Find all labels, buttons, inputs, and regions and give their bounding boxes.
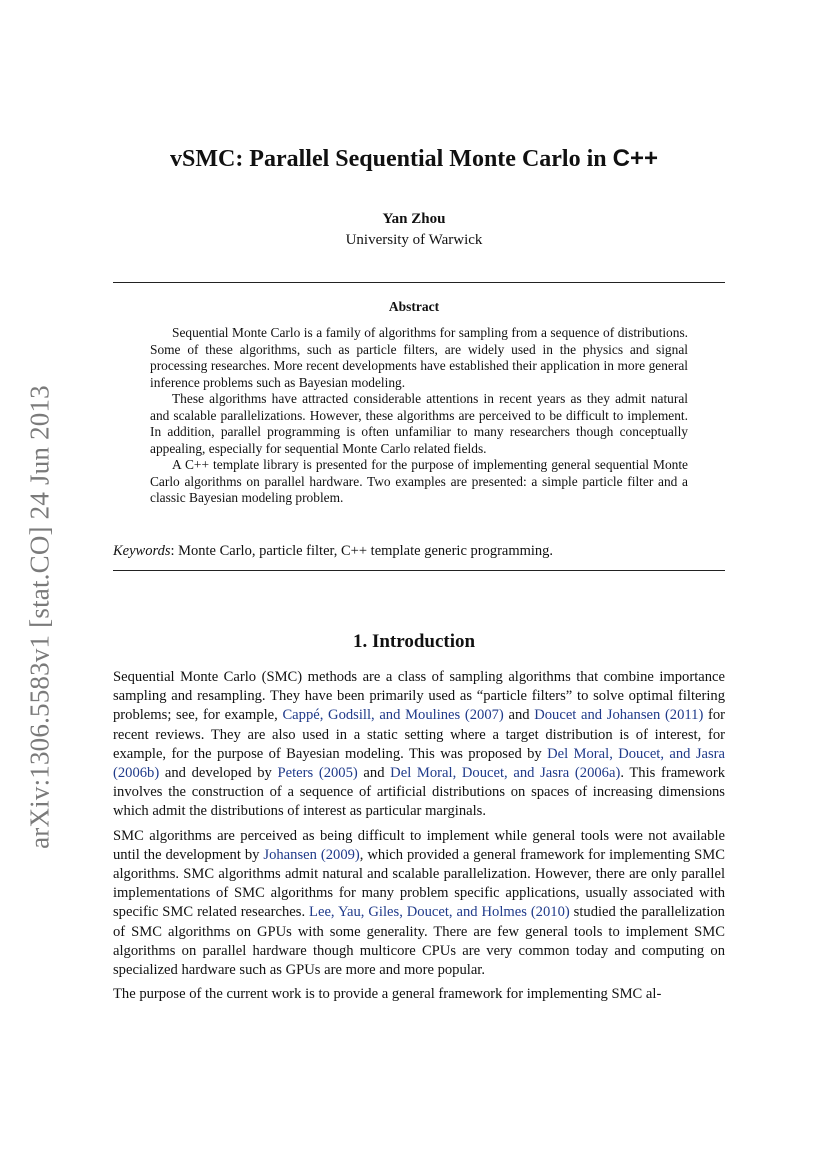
body-text: . This framework involves the construction of a sequence of artificial distributions on spaces of increasing dimensions which admit the distributions of interest as particular marginals.	[113, 765, 725, 820]
citation-link[interactable]: Del Moral, Doucet, and Jasra (2006b)	[113, 745, 725, 782]
title-text: vSMC: Parallel Sequential Monte Carlo in	[169, 146, 613, 172]
arxiv-identifier: arXiv:1306.5583v1 [stat.CO] 24 Jun 2013	[24, 385, 55, 849]
abstract-paragraph: A C++ template library is presented for the purpose of implementing general sequential Monte Carlo algorithms on parallel hardware. Two examples are presented: a simple particle filter and a classic Bayesian modeling problem.	[150, 457, 688, 505]
bottom-rule	[113, 570, 725, 571]
body-text: The purpose of the current work is to provide a general framework for implementing SMC al-	[113, 986, 662, 1003]
body-text: and	[503, 707, 535, 724]
abstract-heading: Abstract	[388, 299, 440, 314]
body-text: and developed by	[159, 765, 278, 782]
body-text: Sequential Monte Carlo (SMC) methods are a class of sampling algorithms that combine importance sampling and resampling. They have been primarily used as “particle filters” to solve optimal filtering problems; see, for example,	[113, 669, 725, 724]
section-heading-introduction: 1. Introduction	[352, 631, 476, 652]
keywords-text: : Monte Carlo, particle filter, C++ template generic programming.	[170, 543, 554, 559]
author-name: Yan Zhou	[382, 211, 446, 227]
body-text: for recent reviews. They are also used in a static setting where a target distribution is of interest, for example, for the purpose of Bayesian modeling. This was proposed by	[113, 707, 725, 762]
citation-link[interactable]: Del Moral, Doucet, and Jasra (2006a)	[390, 765, 621, 782]
body-paragraph	[113, 827, 725, 981]
keywords-label: Keywords	[113, 543, 171, 559]
title-cpp: C++	[612, 145, 658, 172]
body-text: , which provided a general framework for implementing SMC algorithms. SMC algorithms admit natural and scalable parallelization. However, there are only parallel implementations of SMC algorithms for many problem specific applications, usually associated with specific SMC related researches.	[113, 846, 725, 921]
abstract-body	[150, 325, 688, 507]
abstract-paragraph: These algorithms have attracted considerable attentions in recent years as they admit natural and scalable parallelizations. However, these algorithms are perceived to be difficult to implement. In addition, parallel programming is often unfamiliar to many researchers though conceptually appealing, especially for sequential Monte Carlo related fields.	[150, 391, 688, 456]
citation-link[interactable]: Johansen (2009)	[263, 846, 360, 863]
body-text: studied the parallelization of SMC algorithms on GPUs with some generality. There are few general tools to implement SMC algorithms on parallel hardware though multicore CPUs are very common today and computing on specialized hardware such as GPUs are more and more popular.	[113, 904, 725, 979]
paper-title	[0, 145, 828, 173]
citation-link[interactable]: Peters (2005)	[277, 765, 358, 782]
citation-link[interactable]: Doucet and Johansen (2011)	[534, 707, 704, 724]
body-paragraph	[113, 668, 725, 822]
body-paragraph	[113, 985, 725, 1004]
arxiv-sidebar	[20, 372, 60, 862]
body-text: SMC algorithms are perceived as being difficult to implement while general tools were not available until the development by	[113, 827, 725, 863]
keywords-line	[113, 543, 725, 560]
author-affiliation: University of Warwick	[345, 232, 483, 248]
citation-link[interactable]: Cappé, Godsill, and Moulines (2007)	[282, 707, 504, 724]
body-text: and	[357, 765, 391, 782]
section-body	[113, 668, 725, 1009]
citation-link[interactable]: Lee, Yau, Giles, Doucet, and Holmes (2010)	[309, 904, 570, 921]
abstract-paragraph: Sequential Monte Carlo is a family of algorithms for sampling from a sequence of distributions. Some of these algorithms, such as particle filters, are widely used in the physics and signal processing researches. More recent developments have established their application in more general inference problems such as Bayesian modeling.	[150, 325, 688, 390]
top-rule	[113, 282, 725, 283]
